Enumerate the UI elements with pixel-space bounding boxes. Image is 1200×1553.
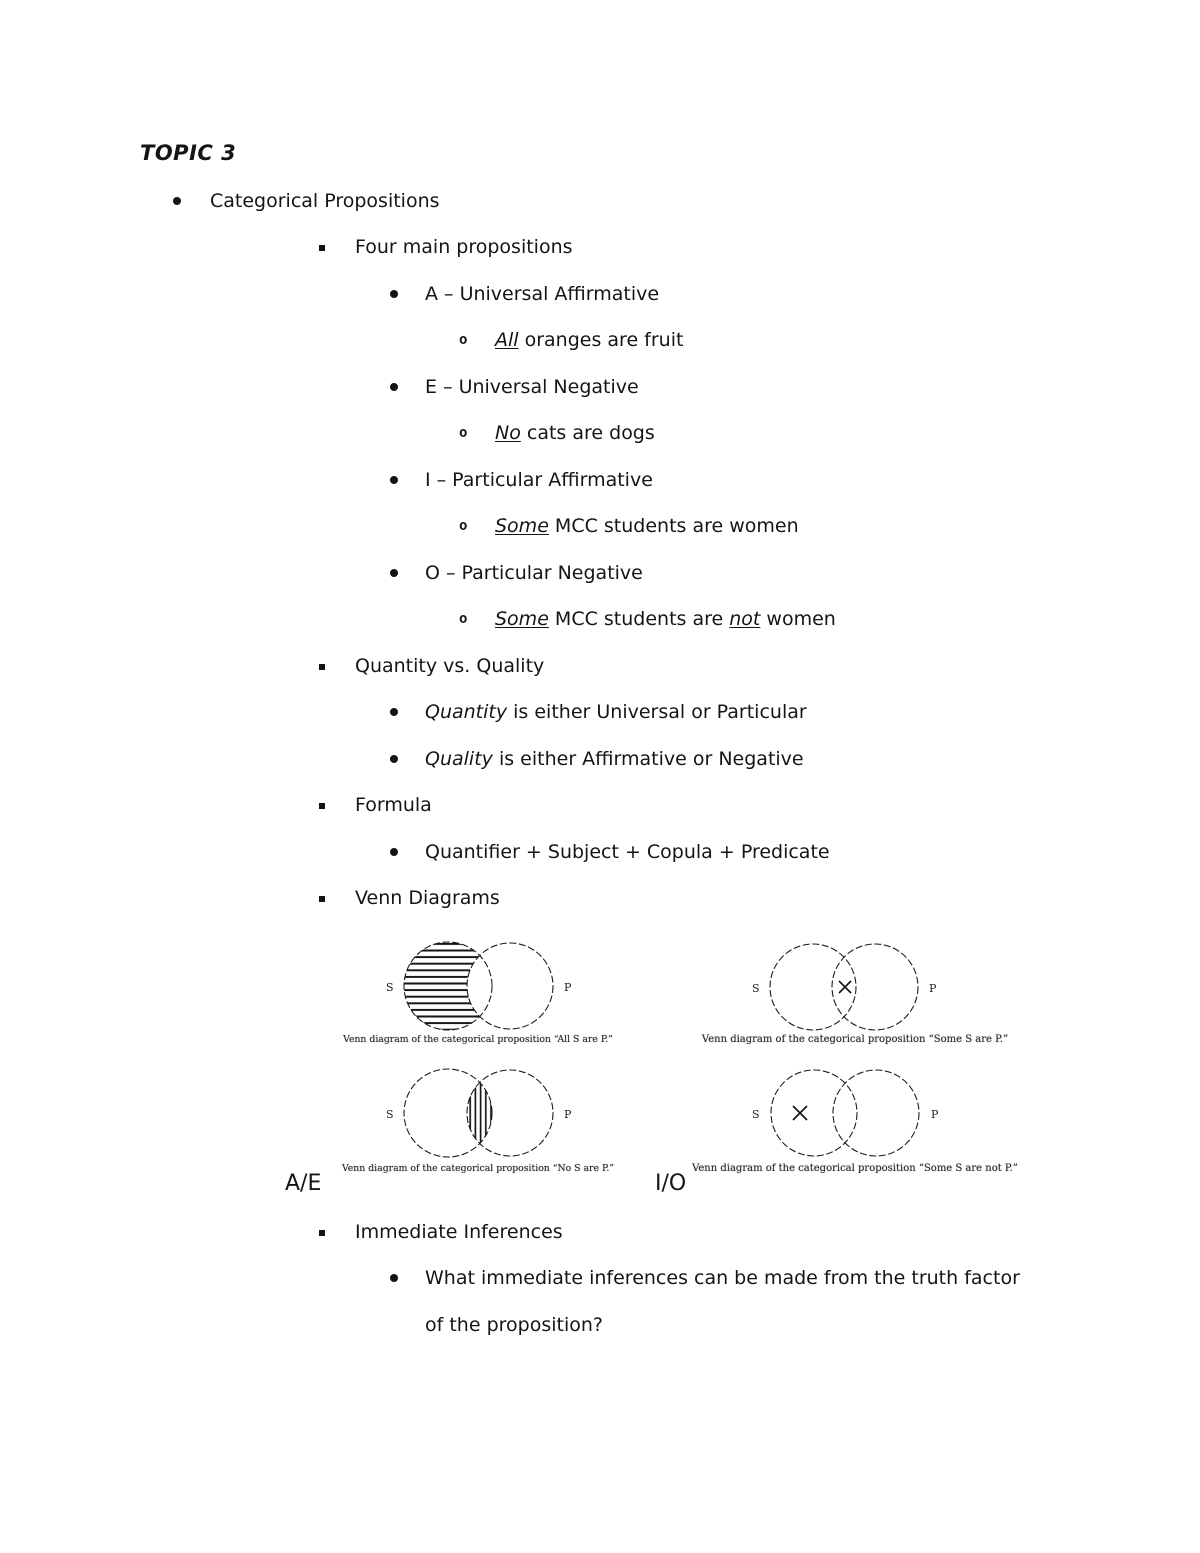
outline-item [140,178,1100,225]
outline-item-label: All oranges are fruit [495,329,684,351]
bullet-disc-icon [390,383,398,391]
outline-item [140,736,1100,783]
outline-item-label: No cats are dogs [495,422,655,444]
outline-item [140,875,1100,922]
bullet-disc-icon [390,1274,398,1282]
outline-item-label: Quality is either Affirmative or Negative [425,747,804,770]
outline-item [140,317,1100,364]
bullet-disc-icon [390,290,398,298]
outline-item [140,829,1100,876]
bullet-square-icon [319,896,325,902]
venn-caption: Venn diagram of the categorical proposition “No S are P.” [341,1162,615,1174]
bullet-circle-icon: o [459,425,468,441]
venn-diagrams-figure [140,922,1100,1209]
outline-item-label: Quantity vs. Quality [355,654,545,677]
outline-item [140,410,1100,457]
group-label-io: I/O [655,1170,687,1196]
outline-item [140,689,1100,736]
p-circle-label: P [564,1107,572,1121]
bullet-disc-icon [390,569,398,577]
s-circle-label: S [752,1107,760,1121]
p-circle-label: P [929,981,937,995]
outline-item [140,1255,1100,1348]
s-circle-label: S [386,980,394,994]
venn-some-s-are-p-image [710,934,1000,1034]
outline-item [140,224,1100,271]
outline-item [140,271,1100,318]
bullet-square-icon [319,245,325,251]
notes-page [140,130,1100,1348]
outline-item-label: Formula [355,794,432,816]
p-circle-label: P [564,980,572,994]
venn-caption: Venn diagram of the categorical proposition “All S are P.” [343,1033,613,1045]
outline-item [140,782,1100,829]
outline-item-label: I – Particular Affirmative [425,468,653,491]
venn-diagram-some-s-are-p [701,934,1009,1045]
venn-caption: Venn diagram of the categorical proposition “Some S are not P.” [692,1162,1018,1174]
group-label-ae: A/E [285,1170,322,1196]
s-circle-label: S [752,981,760,995]
venn-caption: Venn diagram of the categorical proposition “Some S are P.” [701,1033,1009,1045]
outline-item-label: Some MCC students are women [495,515,799,537]
venn-some-s-are-not-p-image [710,1063,1000,1163]
outline-item [140,457,1100,504]
x-mark-icon [839,981,851,993]
outline-item [140,643,1100,690]
bullet-circle-icon: o [459,332,468,348]
outline-item-label: What immediate inferences can be made from the truth factor of the proposition? [425,1267,1020,1336]
venn-no-s-are-p-image [348,1063,608,1163]
x-mark-icon [793,1106,807,1120]
outline-item [140,364,1100,411]
bullet-circle-icon: o [459,611,468,627]
outline-item-label: Quantity is either Universal or Particular [425,701,807,723]
bullet-disc-icon [390,476,398,484]
s-circle-label: S [386,1107,394,1121]
bullet-circle-icon: o [459,518,468,534]
outline-item [140,1209,1100,1256]
venn-all-s-are-p-image [348,934,608,1034]
venn-diagram-all-s-are-p [343,934,613,1045]
outline-item-label: Categorical Propositions [210,189,440,212]
outline-item [140,550,1100,597]
outline-item-label: O – Particular Negative [425,561,643,584]
p-circle-label: P [931,1107,939,1121]
bullet-square-icon [319,664,325,670]
outline-item-label: Quantifier + Subject + Copula + Predicate [425,840,830,863]
venn-diagram-some-s-are-not-p [692,1063,1018,1174]
bullet-square-icon [319,1230,325,1236]
outline-item [140,503,1100,550]
page-title: TOPIC 3 [140,141,237,165]
outline-item-label: Immediate Inferences [355,1220,563,1243]
bullet-square-icon [319,803,325,809]
venn-diagram-no-s-are-p [341,1063,615,1174]
page-title-line [140,130,1100,178]
outline-item [140,596,1100,643]
bullet-disc-icon [390,755,398,763]
outline-item-label: Some MCC students are not women [495,608,836,630]
bullet-disc-icon [390,708,398,716]
bullet-disc-icon [173,197,181,205]
outline-item-label: Four main propositions [355,236,573,258]
outline-item-label: A – Universal Affirmative [425,282,660,305]
outline-item-label: Venn Diagrams [355,887,500,909]
bullet-disc-icon [390,848,398,856]
outline-item-label: E – Universal Negative [425,375,639,398]
